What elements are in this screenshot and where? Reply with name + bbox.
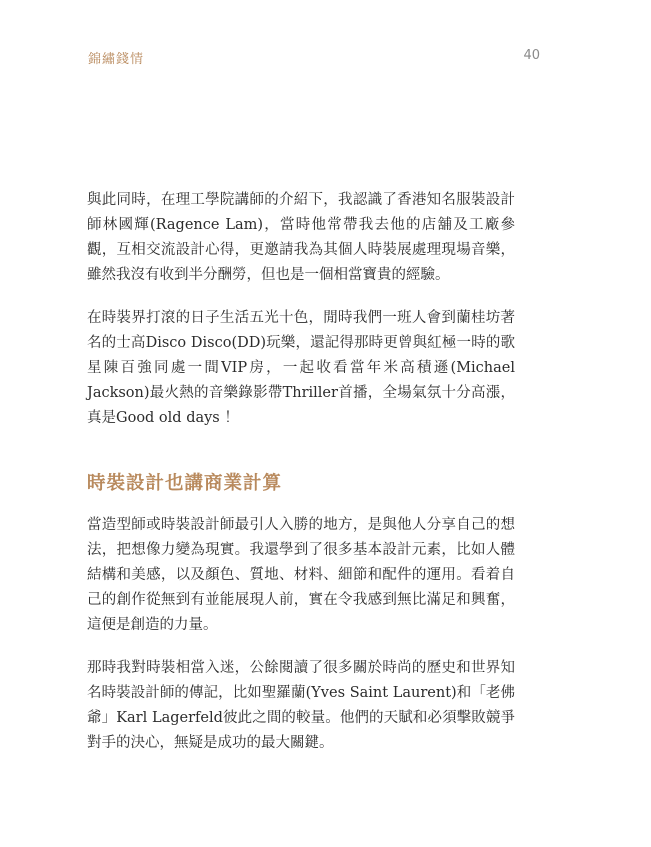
section-heading: 時裝設計也講商業計算 — [87, 473, 283, 494]
running-head-title: 錦繡錢情 — [88, 52, 145, 67]
page-body — [87, 188, 515, 774]
page-number: 40 — [523, 48, 540, 63]
paragraph-3: 當造型師或時裝設計師最引人入勝的地方，是與他人分享自己的想法，把想像力變為現實。我還學到了很多基本設計元素，比如人體結構和美感，以及顏色、質地、材料、細節和配件的運用。看着自己的創作從無到有並能展現人前，實在令我感到無比滿足和興奮，這便是創造的力量。 — [87, 517, 515, 633]
paragraph-2: 在時裝界打滾的日子生活五光十色，閒時我們一班人會到蘭桂坊著名的士高Disco Disco(DD)玩樂，還記得那時更曾與紅極一時的歌星陳百強同處一間VIP房，一起收看當年米高積遜(Michael Jackson)最火熱的音樂錄影帶Thriller首播，全場氣氛十分高漲，真是Good old days ！ — [87, 310, 515, 426]
paragraph-1: 與此同時，在理工學院講師的介紹下，我認識了香港知名服裝設計師林國輝(Ragence Lam)，當時他常帶我去他的店舖及工廠參觀，互相交流設計心得，更邀請我為其個人時裝展處理現場音樂，雖然我沒有收到半分酬勞，但也是一個相當寶貴的經驗。 — [87, 192, 515, 283]
paragraph-4: 那時我對時裝相當入迷，公餘閱讀了很多關於時尚的歷史和世界知名時裝設計師的傳記，比如聖羅蘭(Yves Saint Laurent)和「老佛爺」Karl Lagerfeld彼此之間的較量。他們的天賦和必須擊敗競爭對手的決心，無疑是成功的最大關鍵。 — [87, 660, 515, 751]
